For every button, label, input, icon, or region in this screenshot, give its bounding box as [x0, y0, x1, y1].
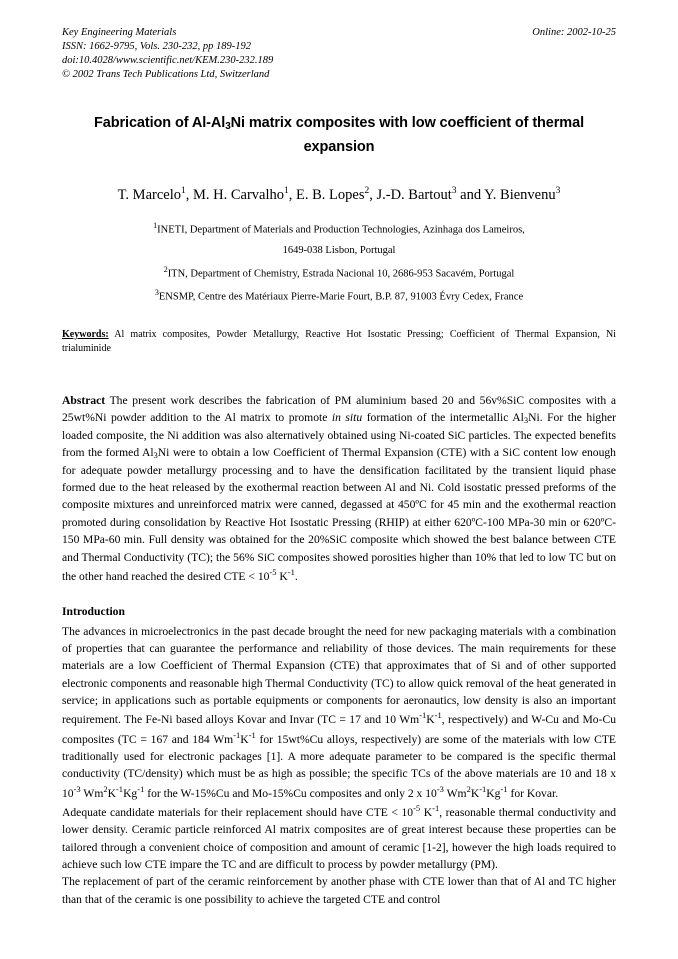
- affiliation-list: [62, 218, 616, 307]
- author-list: [62, 184, 616, 207]
- intro-p1-seg-13: for Kovar.: [507, 786, 559, 800]
- abstract-italic-in-situ: in situ: [331, 411, 363, 425]
- abstract-seg-1: The present work describes the fabrication of PM aluminium based 20 and 56v%SiC composites with a 25wt%Ni powder addition to the Al matrix to promote: [62, 393, 616, 425]
- intro-p1-seg-3: , respectively) and W-Cu and Mo-Cu composites (TC = 167 and 184 Wm: [62, 713, 616, 746]
- abstract-label: Abstract: [62, 393, 106, 407]
- author-3: , E. B. Lopes: [288, 186, 365, 203]
- title-subscript: 3: [225, 120, 231, 132]
- intro-p1-sup-8: -1: [137, 783, 145, 794]
- intro-p1-sup-4: -1: [248, 729, 256, 740]
- abstract-seg-4: Ni were to obtain a low Coefficient of Thermal Expansion (CTE) with a SiC content low enough for adequate powder metallurgy processing and to have the densification facilitated by the transient liquid phase formed due to the heat released by the exothermal reaction between Al and Ni. Cold isostatic pressed preforms of the composite mixtures and unreinforced matrix were canned, degassed at 450ºC for 45 min and the exothermal reaction promoted during consolidation by Reactive Hot Isostatic Pressing (RHIP) at either 620ºC-100 MPa-30 min or 620ºC-150 MPa-60 min. Full density was obtained for the 20%SiC composite which showed the best balance between CTE and Thermal Conductivity (TC); the 56% SiC composites showed porosities higher than 10% that led to low TC but on the other hand reached the desired CTE < 10: [62, 446, 616, 583]
- title-line-1-part-b: Ni matrix composites with low coefficient of thermal: [230, 114, 584, 131]
- keywords-label: Keywords:: [62, 328, 109, 340]
- intro-p1-seg-4: K: [240, 732, 249, 746]
- intro-p2-seg-2: K: [420, 805, 433, 819]
- intro-p1-sup-3: -1: [233, 729, 241, 740]
- intro-p1-sup-9: -3: [436, 783, 444, 794]
- online-date: Online: 2002-10-25: [532, 27, 616, 38]
- affiliation-2-text: ITN, Department of Chemistry, Estrada Nacional 10, 2686-953 Sacavém, Portugal: [167, 268, 515, 280]
- author-1: T. Marcelo: [117, 186, 181, 203]
- copyright-line: © 2002 Trans Tech Publications Ltd, Switzerland: [62, 68, 270, 80]
- intro-p1-seg-7: K: [107, 786, 116, 800]
- keywords-block: [62, 328, 616, 356]
- intro-p1-sup-12: -1: [500, 783, 508, 794]
- author-4-affil-marker: 3: [451, 185, 457, 196]
- issn-line: ISSN: 1662-9795, Vols. 230-232, pp 189-192: [62, 40, 251, 52]
- intro-paragraph-3: The replacement of part of the ceramic reinforcement by another phase with CTE lower than that of Al and TC higher than that of the ceramic is one possibility to achieve the targeted CTE and control: [62, 875, 616, 906]
- journal-name: Key Engineering Materials: [62, 27, 177, 38]
- affiliation-1-marker: 1: [153, 221, 158, 231]
- doi-line: doi:10.4028/www.scientific.net/KEM.230-232.189: [62, 54, 274, 66]
- intro-p2-seg-3: , reasonable thermal conductivity and lower density. Ceramic particle reinforced Al matrix composites are of great interest because these properties can be tailored through a convenient choice of composition and amount of ceramic [1-2], however the high loads required to achieve such low CTE impare the TC and are difficult to process by powder metallurgy (PM).: [62, 805, 616, 872]
- abstract-sup-2: -1: [287, 566, 295, 577]
- abstract-block: [62, 392, 616, 585]
- title-line-1-part-a: Fabrication of Al-Al: [94, 114, 226, 131]
- affiliation-1: [62, 218, 616, 241]
- abstract-seg-3: Ni. For the higher loaded composite, the Ni addition was also alternatively obtained using Ni-coated SiC particles. The expected benefits from the formed Al: [62, 411, 617, 460]
- affiliation-2: [62, 262, 616, 285]
- intro-p2-seg-1: Adequate candidate materials for their replacement should have CTE < 10: [62, 805, 414, 819]
- author-3-affil-marker: 2: [364, 185, 370, 196]
- affiliation-3-text: ENSMP, Centre des Matériaux Pierre-Marie Fourt, B.P. 87, 91003 Évry Cedex, France: [158, 291, 524, 303]
- intro-p1-seg-9: for the W-15%Cu and Mo-15%Cu composites and only 2 x 10: [144, 786, 437, 800]
- intro-p1-sup-5: -3: [73, 783, 81, 794]
- abstract-sup-1: -5: [269, 566, 277, 577]
- affiliation-3-marker: 3: [154, 287, 159, 297]
- introduction-body: [62, 623, 616, 909]
- intro-p1-sup-10: 2: [466, 783, 471, 794]
- abstract-seg-2: formation of the intermetallic Al: [362, 411, 524, 425]
- intro-p2-sup-2: -1: [432, 803, 440, 814]
- intro-p1-sup-1: -1: [419, 710, 427, 721]
- intro-p1-seg-6: Wm: [80, 786, 104, 800]
- author-5: and Y. Bienvenu: [456, 186, 556, 203]
- intro-p1-sup-2: -1: [434, 710, 442, 721]
- intro-p1-seg-10: Wm: [443, 786, 467, 800]
- abstract-seg-5: K: [276, 569, 288, 583]
- intro-p1-sup-7: -1: [115, 783, 124, 794]
- author-5-affil-marker: 3: [555, 185, 561, 196]
- intro-p2-sup-1: -5: [413, 803, 421, 814]
- page-title: [62, 112, 616, 160]
- intro-p1-seg-1: The advances in microelectronics in the past decade brought the need for new packaging materials with a combination of properties that can guarantee the performance and reliability of those devices. The main requirements for these materials are a low Coefficient of Thermal Expansion (CTE) that approximates that of Si and of other supported electronic components and reasonable high Thermal Conductivity (TC) to allow quick removal of the heat generated in service; in applications such as portable equipments or components for aeronautics, low density is also an important requirement. The Fe-Ni based alloys Kovar and Invar (TC = 17 and 10 Wm: [62, 624, 616, 727]
- keywords-text: Al matrix composites, Powder Metallurgy, Reactive Hot Isostatic Pressing; Coefficient of Thermal Expansion, Ni trialuminide: [62, 328, 616, 354]
- affiliation-2-marker: 2: [163, 264, 168, 274]
- intro-p1-sup-6: 2: [103, 783, 108, 794]
- intro-paragraph-2: [62, 802, 616, 873]
- title-line-2: expansion: [303, 138, 375, 155]
- author-2: , M. H. Carvalho: [185, 186, 284, 203]
- intro-p1-seg-11: K: [470, 786, 480, 800]
- abstract-sub-1: 3: [523, 415, 529, 426]
- affiliation-3: [62, 285, 616, 308]
- intro-p1-seg-8: Kg: [123, 786, 138, 800]
- abstract-sub-2: 3: [153, 450, 158, 461]
- intro-paragraph-1: [62, 623, 616, 802]
- intro-p1-seg-12: Kg: [486, 786, 501, 800]
- author-2-affil-marker: 1: [284, 185, 289, 196]
- intro-p1-sup-11: -1: [479, 783, 487, 794]
- intro-p1-seg-5: for 15wt%Cu alloys, respectively) are some of the materials with low CTE traditionally used for electronic packages [1]. A more adequate parameter to be compared is the specific thermal conductivity (TC/density) which must be as high as possible; the specific TCs of the above materials are 10 and 18 x 10: [62, 732, 616, 800]
- page-header: [62, 26, 616, 82]
- author-1-affil-marker: 1: [180, 185, 186, 196]
- section-heading-introduction: Introduction: [62, 605, 125, 619]
- author-4: , J.-D. Bartout: [369, 186, 452, 203]
- abstract-seg-6: .: [294, 569, 298, 583]
- affiliation-1-line-2: 1649-038 Lisbon, Portugal: [282, 245, 396, 257]
- intro-p1-seg-2: K: [426, 713, 435, 727]
- affiliation-1-line-1: INETI, Department of Materials and Production Technologies, Azinhaga dos Lameiros,: [157, 224, 525, 236]
